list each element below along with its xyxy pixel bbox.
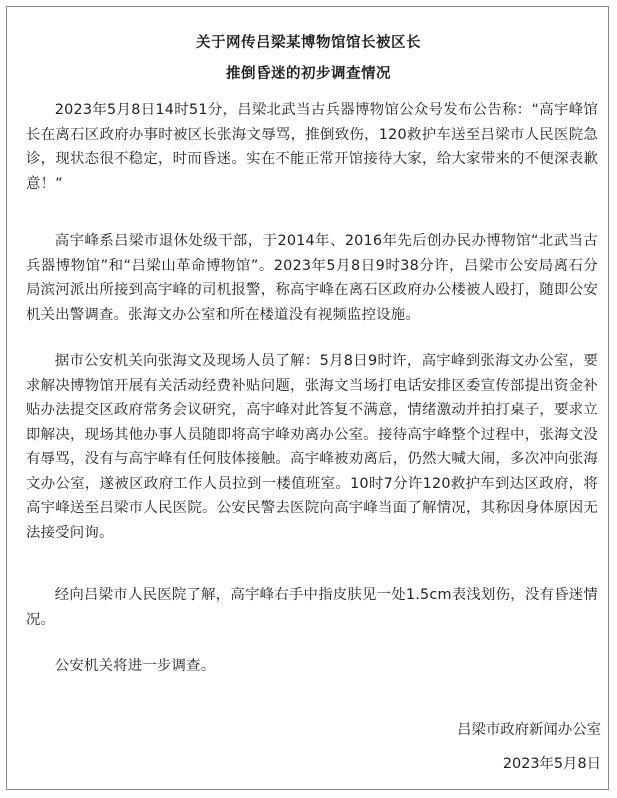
paragraph-further-investigation: 公安机关将进一步调查。 [54,658,216,674]
paragraph-hospital-findings: 经向吕梁市人民医院了解，高宇峰右手中指皮肤见一处1.5cm表浅划伤，没有昏迷情况。 [26,587,598,628]
paragraph-investigation: 据市公安机关向张海文及现场人员了解：5月8日9时许，高宇峰到张海文办公室，要求解决博物馆开展有关活动经费补贴问题，张海文当场打电话安排区委宣传部提出资金补贴办法提交区政府常务会议研究，高宇峰对此答复不满意，情绪激动并拍打桌子，要求立即解决，现场其他办事人员随即将高宇峰劝离办公室。接待高宇峰整个过程中，张海文没有辱骂，没有与高宇峰有任何肢体接触。高宇峰被劝离后，仍然大喊大闹，多次冲向张海文办公室，遂被区政府工作人员拉到一楼值班室。10时7分许120救护车到达区政府，将高宇峰送至吕梁市人民医院。公安民警去医院向高宇峰当面了解情况，其称因身体原因无法接受问询。 [26,353,598,541]
signature-date: 2023年5月8日 [502,756,601,772]
document-title-line-1: 关于网传吕梁某博物馆馆长被区长 [196,35,421,51]
signature-organization: 吕梁市政府新闻办公室 [457,722,601,738]
paragraph-background: 高宇峰系吕梁市退休处级干部，于2014年、2016年先后创办民办博物馆“北武当古兵器博物馆”和“吕梁山革命博物馆”。2023年5月8日9时38分许，吕梁市公安局离石分局滨河派出所接到高宇峰的司机报警，称高宇峰在离石区政府办公楼被人殴打，随即公安机关出警调查。张海文办公室和所在楼道没有视频监控设施。 [26,233,598,323]
paragraph-announcement: 2023年5月8日14时51分，吕梁北武当古兵器博物馆公众号发布公告称：“高宇峰馆长在离石区政府办事时被区长张海文辱骂，推倒致伤，120救护车送至吕梁市人民医院急诊，现状态很不稳定，时而昏迷。实在不能正常开馆接待大家，给大家带来的不便深表歉意！” [26,102,598,192]
document-title-line-2: 推倒昏迷的初步调查情况 [226,66,391,82]
